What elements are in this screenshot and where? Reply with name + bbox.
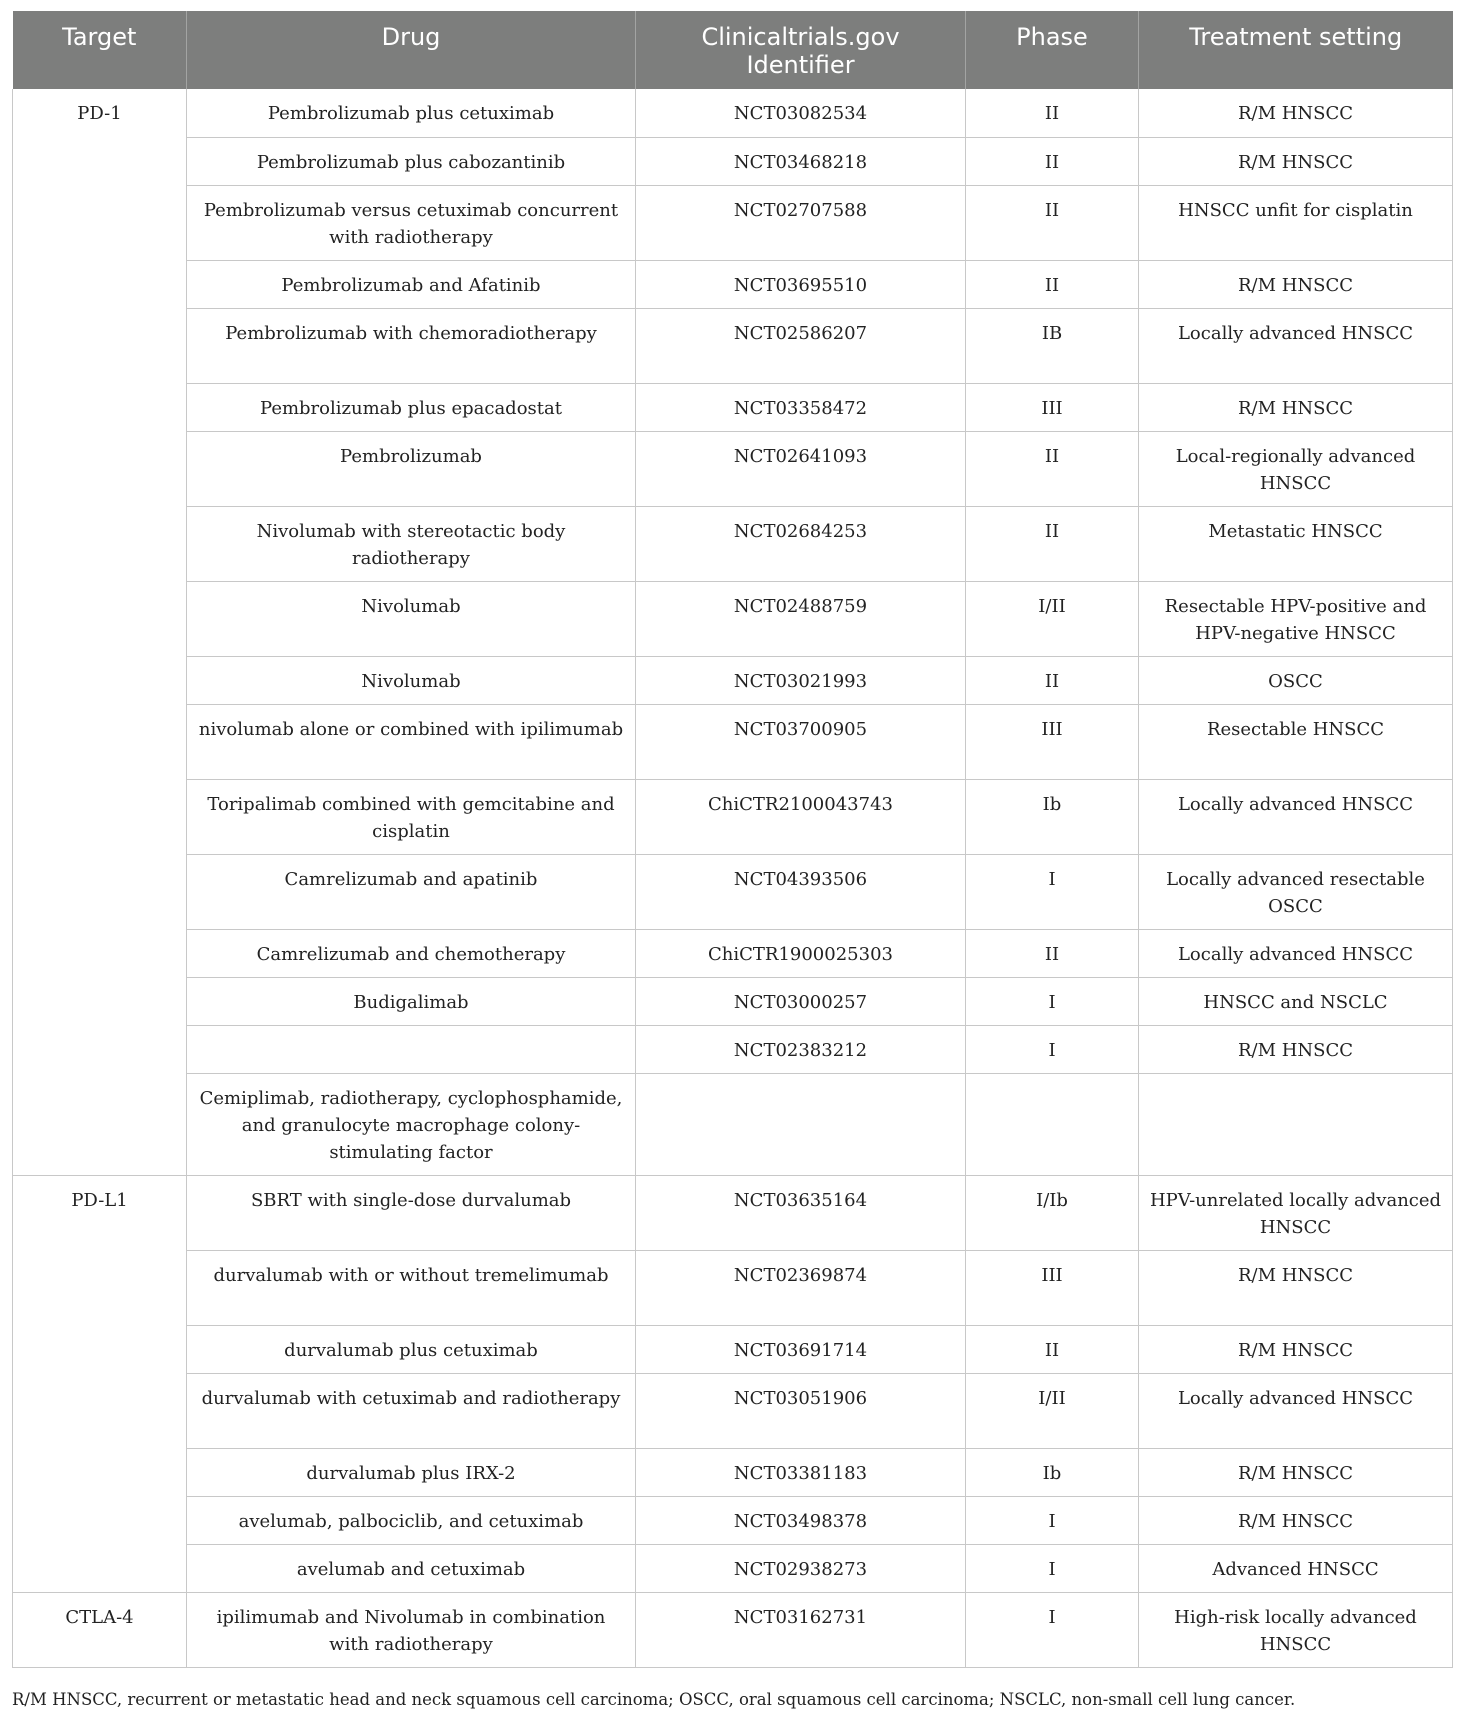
drug-cell: durvalumab with or without tremelimumab [187, 1250, 636, 1325]
table-row [13, 1250, 1453, 1325]
table-row [13, 929, 1453, 977]
phase-cell: Ib [966, 779, 1139, 854]
identifier-cell: NCT03695510 [636, 260, 966, 308]
identifier-cell: NCT03635164 [636, 1175, 966, 1250]
target-cell: PD-1 [13, 89, 187, 1175]
table-row [13, 581, 1453, 656]
phase-cell: III [966, 704, 1139, 779]
drug-cell: nivolumab alone or combined with ipilimumab [187, 704, 636, 779]
treatment-setting-cell: Resectable HPV-positive and HPV-negative HNSCC [1139, 581, 1453, 656]
table-header-row [13, 11, 1453, 89]
treatment-setting-cell: High-risk locally advanced HNSCC [1139, 1592, 1453, 1667]
identifier-cell: NCT03051906 [636, 1373, 966, 1448]
identifier-cell: NCT03358472 [636, 383, 966, 431]
identifier-cell [636, 1073, 966, 1175]
table-row [13, 656, 1453, 704]
drug-cell: Pembrolizumab versus cetuximab concurrent with radiotherapy [187, 185, 636, 260]
treatment-setting-cell: Locally advanced HNSCC [1139, 1373, 1453, 1448]
drug-cell: Pembrolizumab [187, 431, 636, 506]
phase-cell: II [966, 137, 1139, 185]
trials-table [12, 11, 1453, 1668]
treatment-setting-cell: Local-regionally advanced HNSCC [1139, 431, 1453, 506]
identifier-cell: NCT03381183 [636, 1448, 966, 1496]
identifier-cell: NCT02369874 [636, 1250, 966, 1325]
table-row [13, 1592, 1453, 1667]
drug-cell: Nivolumab [187, 656, 636, 704]
table-row [13, 89, 1453, 137]
phase-cell: I [966, 854, 1139, 929]
header-treatment-setting: Treatment setting [1139, 11, 1453, 89]
treatment-setting-cell [1139, 1073, 1453, 1175]
drug-cell: Budigalimab [187, 977, 636, 1025]
treatment-setting-cell: OSCC [1139, 656, 1453, 704]
phase-cell: II [966, 1325, 1139, 1373]
target-cell: PD-L1 [13, 1175, 187, 1592]
table-row [13, 1025, 1453, 1073]
identifier-cell: NCT02938273 [636, 1544, 966, 1592]
table-row [13, 308, 1453, 383]
treatment-setting-cell: R/M HNSCC [1139, 89, 1453, 137]
drug-cell: Nivolumab with stereotactic body radiotherapy [187, 506, 636, 581]
phase-cell: IB [966, 308, 1139, 383]
identifier-cell: NCT02488759 [636, 581, 966, 656]
treatment-setting-cell: R/M HNSCC [1139, 1325, 1453, 1373]
table-row [13, 1175, 1453, 1250]
identifier-cell: NCT02641093 [636, 431, 966, 506]
table-row [13, 1373, 1453, 1448]
treatment-setting-cell: Resectable HNSCC [1139, 704, 1453, 779]
phase-cell: II [966, 929, 1139, 977]
drug-cell: Nivolumab [187, 581, 636, 656]
table-row [13, 1448, 1453, 1496]
treatment-setting-cell: R/M HNSCC [1139, 1025, 1453, 1073]
phase-cell: I/II [966, 581, 1139, 656]
phase-cell: I/Ib [966, 1175, 1139, 1250]
phase-cell: Ib [966, 1448, 1139, 1496]
drug-cell: durvalumab plus IRX-2 [187, 1448, 636, 1496]
table-row [13, 704, 1453, 779]
treatment-setting-cell: R/M HNSCC [1139, 1448, 1453, 1496]
drug-cell: durvalumab plus cetuximab [187, 1325, 636, 1373]
phase-cell: I [966, 1592, 1139, 1667]
drug-cell: Pembrolizumab plus epacadostat [187, 383, 636, 431]
identifier-cell: NCT02586207 [636, 308, 966, 383]
drug-cell: ipilimumab and Nivolumab in combination with radiotherapy [187, 1592, 636, 1667]
drug-cell: Pembrolizumab and Afatinib [187, 260, 636, 308]
table-row [13, 431, 1453, 506]
drug-cell: Pembrolizumab plus cetuximab [187, 89, 636, 137]
identifier-cell: NCT02707588 [636, 185, 966, 260]
treatment-setting-cell: HNSCC unfit for cisplatin [1139, 185, 1453, 260]
identifier-cell: NCT03468218 [636, 137, 966, 185]
drug-cell: Cemiplimab, radiotherapy, cyclophosphamide, and granulocyte macrophage colony-stimulating factor [187, 1073, 636, 1175]
table-footnote: R/M HNSCC, recurrent or metastatic head and neck squamous cell carcinoma; OSCC, oral squamous cell carcinoma; NSCLC, non-small cell lung cancer. [12, 1690, 1296, 1709]
table-row [13, 260, 1453, 308]
identifier-cell: ChiCTR1900025303 [636, 929, 966, 977]
drug-cell: Camrelizumab and apatinib [187, 854, 636, 929]
phase-cell: II [966, 656, 1139, 704]
table-row [13, 506, 1453, 581]
phase-cell: II [966, 89, 1139, 137]
identifier-cell: NCT02684253 [636, 506, 966, 581]
identifier-cell: NCT03691714 [636, 1325, 966, 1373]
phase-cell: I [966, 1496, 1139, 1544]
table-body [13, 89, 1453, 1667]
treatment-setting-cell: HNSCC and NSCLC [1139, 977, 1453, 1025]
identifier-cell: ChiCTR2100043743 [636, 779, 966, 854]
header-drug: Drug [187, 11, 636, 89]
table-row [13, 1073, 1453, 1175]
treatment-setting-cell: Metastatic HNSCC [1139, 506, 1453, 581]
identifier-cell: NCT03000257 [636, 977, 966, 1025]
table-row [13, 779, 1453, 854]
identifier-cell: NCT03700905 [636, 704, 966, 779]
phase-cell: III [966, 1250, 1139, 1325]
drug-cell: avelumab, palbociclib, and cetuximab [187, 1496, 636, 1544]
header-identifier: Clinicaltrials.gov Identifier [636, 11, 966, 89]
table-row [13, 977, 1453, 1025]
phase-cell: I [966, 977, 1139, 1025]
phase-cell: II [966, 185, 1139, 260]
table-row [13, 137, 1453, 185]
treatment-setting-cell: Locally advanced HNSCC [1139, 308, 1453, 383]
table-row [13, 1544, 1453, 1592]
drug-cell: Camrelizumab and chemotherapy [187, 929, 636, 977]
phase-cell [966, 1073, 1139, 1175]
treatment-setting-cell: R/M HNSCC [1139, 1250, 1453, 1325]
phase-cell: I [966, 1544, 1139, 1592]
drug-cell: Toripalimab combined with gemcitabine and cisplatin [187, 779, 636, 854]
treatment-setting-cell: Locally advanced resectable OSCC [1139, 854, 1453, 929]
header-target: Target [13, 11, 187, 89]
treatment-setting-cell: HPV-unrelated locally advanced HNSCC [1139, 1175, 1453, 1250]
treatment-setting-cell: Locally advanced HNSCC [1139, 929, 1453, 977]
treatment-setting-cell: R/M HNSCC [1139, 260, 1453, 308]
phase-cell: II [966, 431, 1139, 506]
treatment-setting-cell: R/M HNSCC [1139, 137, 1453, 185]
identifier-cell: NCT03082534 [636, 89, 966, 137]
identifier-cell: NCT03498378 [636, 1496, 966, 1544]
phase-cell: III [966, 383, 1139, 431]
table-row [13, 383, 1453, 431]
target-cell: CTLA-4 [13, 1592, 187, 1667]
treatment-setting-cell: R/M HNSCC [1139, 383, 1453, 431]
drug-cell: durvalumab with cetuximab and radiotherapy [187, 1373, 636, 1448]
identifier-cell: NCT03162731 [636, 1592, 966, 1667]
table-row [13, 185, 1453, 260]
phase-cell: II [966, 260, 1139, 308]
drug-cell: SBRT with single-dose durvalumab [187, 1175, 636, 1250]
drug-cell: Pembrolizumab plus cabozantinib [187, 137, 636, 185]
table-row [13, 854, 1453, 929]
treatment-setting-cell: R/M HNSCC [1139, 1496, 1453, 1544]
treatment-setting-cell: Locally advanced HNSCC [1139, 779, 1453, 854]
treatment-setting-cell: Advanced HNSCC [1139, 1544, 1453, 1592]
identifier-cell: NCT03021993 [636, 656, 966, 704]
drug-cell: avelumab and cetuximab [187, 1544, 636, 1592]
trials-table-wrapper [12, 11, 1452, 1668]
table-row [13, 1496, 1453, 1544]
table-row [13, 1325, 1453, 1373]
phase-cell: I [966, 1025, 1139, 1073]
identifier-cell: NCT02383212 [636, 1025, 966, 1073]
drug-cell: Pembrolizumab with chemoradiotherapy [187, 308, 636, 383]
header-phase: Phase [966, 11, 1139, 89]
phase-cell: II [966, 506, 1139, 581]
drug-cell [187, 1025, 636, 1073]
identifier-cell: NCT04393506 [636, 854, 966, 929]
phase-cell: I/II [966, 1373, 1139, 1448]
